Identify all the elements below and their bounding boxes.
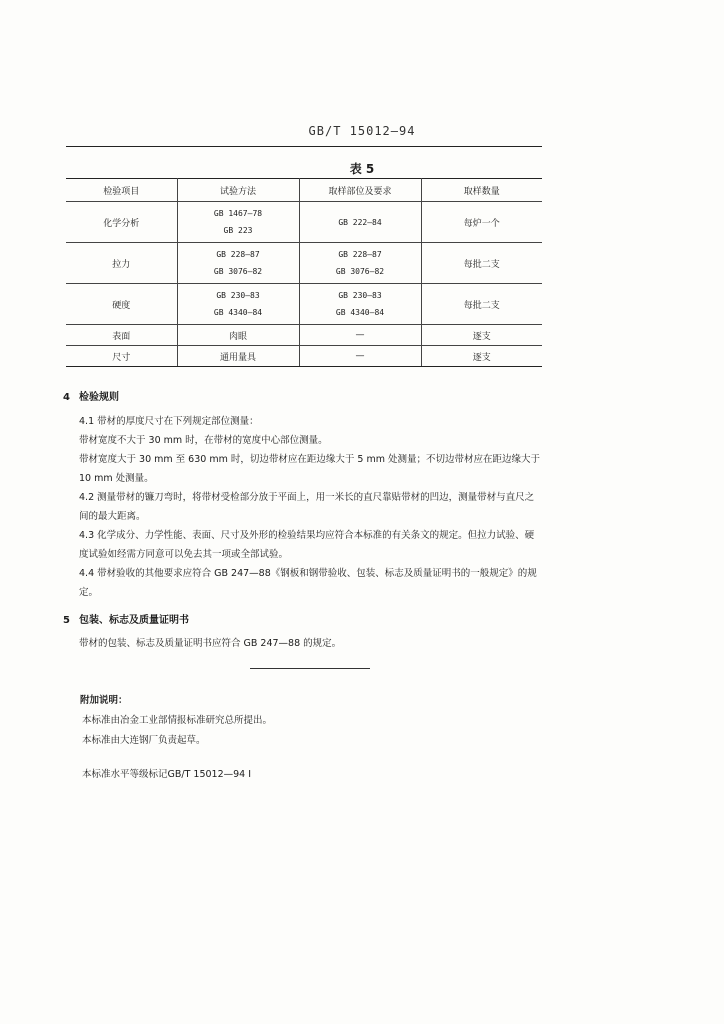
notes-line: 本标准水平等级标记GB/T 15012—94 I: [82, 769, 252, 780]
cell-method: [177, 202, 299, 243]
method-std: GB 223: [223, 226, 253, 235]
col-header-sampling: 取样部位及要求: [299, 179, 421, 202]
notes-line: 本标准由冶金工业部情报标准研究总所提出。: [82, 715, 273, 726]
cell-sampling: [299, 284, 421, 325]
table-header-row: [66, 179, 542, 202]
paragraph-4-1-c: 带材宽度大于 30 mm 至 630 mm 时，切边带材应在距边缘大于 5 mm 处测量；不切边带材应在距边缘大于 10 mm 处测量。: [79, 454, 540, 484]
cell-sampling: [299, 243, 421, 284]
table-row: [66, 243, 542, 284]
end-rule: [250, 668, 370, 669]
cell-item: 尺寸: [66, 346, 177, 367]
paragraph-4-1-b: 带材宽度不大于 30 mm 时，在带材的宽度中心部位测量。: [79, 435, 328, 446]
cell-item: 表面: [66, 325, 177, 346]
method-std: GB 228—87: [216, 250, 260, 259]
cell-quantity: 每炉一个: [421, 202, 542, 243]
section-title: 检验规则: [79, 392, 119, 403]
cell-sampling: [299, 202, 421, 243]
col-header-item: 检验项目: [66, 179, 177, 202]
document-header: GB/T 15012—94: [308, 124, 416, 138]
cell-sampling: —: [299, 325, 421, 346]
inspection-table: [66, 178, 542, 367]
table-title: 表 5: [349, 162, 375, 176]
cell-method: [177, 243, 299, 284]
paragraph-5: 带材的包装、标志及质量证明书应符合 GB 247—88 的规定。: [79, 638, 342, 649]
table-row: [66, 346, 542, 367]
section-5-heading: [63, 611, 189, 626]
paragraph-4-3: 4.3 化学成分、力学性能、表面、尺寸及外形的检验结果均应符合本标准的有关条文的规定。但拉力试验、硬度试验如经需方同意可以免去其一项或全部试验。: [79, 530, 535, 560]
sampling-std: GB 4340—84: [335, 308, 385, 317]
col-header-method: 试验方法: [177, 179, 299, 202]
table-row: [66, 202, 542, 243]
method-std: GB 1467—78: [213, 209, 263, 218]
paragraph-4-1: 4.1 带材的厚度尺寸在下列规定部位测量：: [79, 416, 259, 427]
cell-quantity: 每批二支: [421, 243, 542, 284]
cell-method: 肉眼: [177, 325, 299, 346]
cell-method: 通用量具: [177, 346, 299, 367]
sampling-std: GB 230—83: [338, 291, 382, 300]
cell-item: 拉力: [66, 243, 177, 284]
sampling-std: GB 228—87: [338, 250, 382, 259]
notes-heading: 附加说明：: [80, 695, 128, 706]
cell-item: 硬度: [66, 284, 177, 325]
notes-line: 本标准由大连钢厂负责起草。: [82, 735, 206, 746]
method-std: GB 230—83: [216, 291, 260, 300]
method-std: GB 4340—84: [213, 308, 263, 317]
cell-quantity: 逐支: [421, 346, 542, 367]
section-4-heading: [63, 388, 119, 403]
table-row: [66, 284, 542, 325]
section-number: 4: [63, 392, 70, 403]
header-rule: [66, 146, 542, 147]
sampling-std: GB 222—84: [338, 217, 382, 227]
paragraph-4-2: 4.2 测量带材的镰刀弯时，将带材受检部分放于平面上，用一米长的直尺靠贴带材的凹边，测量带材与直尺之间的最大距离。: [79, 492, 535, 522]
cell-sampling: —: [299, 346, 421, 367]
section-title: 包装、标志及质量证明书: [79, 615, 189, 626]
section-number: 5: [63, 615, 70, 626]
section-5-body: [63, 634, 543, 653]
cell-quantity: 逐支: [421, 325, 542, 346]
cell-quantity: 每批二支: [421, 284, 542, 325]
col-header-quantity: 取样数量: [421, 179, 542, 202]
section-4-body: [63, 412, 543, 602]
table-row: [66, 325, 542, 346]
paragraph-4-4: 4.4 带材验收的其他要求应符合 GB 247—88《钢板和钢带验收、包装、标志及质量证明书的一般规定》的规定。: [79, 568, 537, 598]
cell-method: [177, 284, 299, 325]
cell-item: 化学分析: [66, 202, 177, 243]
sampling-std: GB 3076—82: [335, 267, 385, 276]
method-std: GB 3076—82: [213, 267, 263, 276]
